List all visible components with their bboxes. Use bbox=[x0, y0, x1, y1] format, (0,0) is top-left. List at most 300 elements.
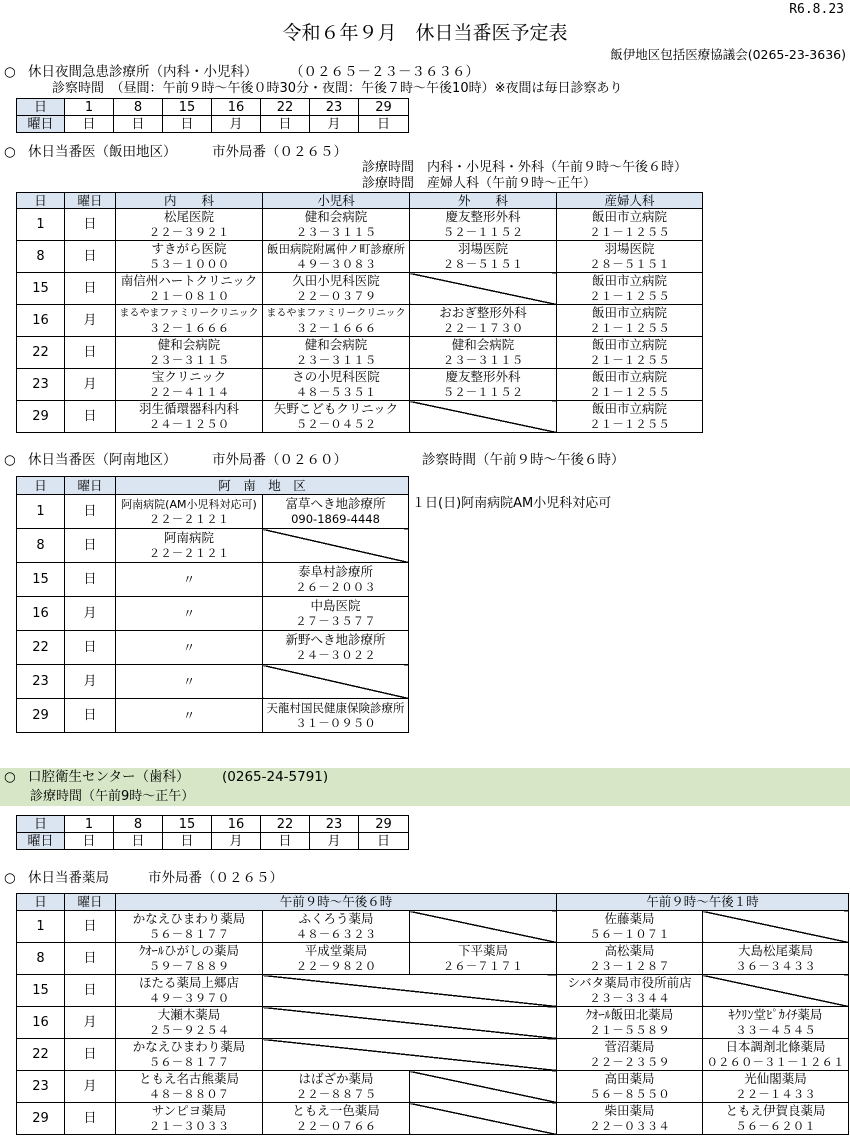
facility-cell bbox=[557, 1007, 703, 1039]
phone-line bbox=[557, 1023, 702, 1038]
facility-name: 菅沼薬局 bbox=[604, 1039, 655, 1054]
facility-name: ともえ一色薬局 bbox=[292, 1103, 380, 1118]
phone-line bbox=[557, 353, 702, 368]
weekday-cell: 日 bbox=[65, 1103, 116, 1135]
column-header-weekday: 曜日 bbox=[65, 894, 116, 911]
facility-name-line bbox=[410, 337, 556, 353]
phone-line bbox=[557, 927, 702, 942]
facility-name: 矢野こどもクリニック bbox=[273, 401, 399, 416]
phone-line bbox=[703, 1055, 848, 1070]
phone-number: ５６－８５５０ bbox=[589, 1087, 670, 1101]
weekday-cell: 日 bbox=[65, 943, 116, 975]
weekday-cell: 日 bbox=[114, 833, 163, 850]
dental-hours-line bbox=[0, 789, 850, 805]
table-row bbox=[17, 241, 703, 273]
phone-number: ２４－３０２２ bbox=[295, 648, 376, 662]
phone-line bbox=[410, 321, 556, 336]
phone-line bbox=[703, 1023, 848, 1038]
phone-line bbox=[263, 614, 408, 629]
weekday-cell: 日 bbox=[65, 699, 116, 733]
phone-number: ２８－５１５１ bbox=[589, 257, 670, 271]
facility-name: 飯田市立病院 bbox=[591, 305, 667, 320]
facility-name-line bbox=[557, 911, 702, 927]
facility-name: おおぎ整形外科 bbox=[439, 305, 527, 320]
night-clinic-heading bbox=[0, 64, 850, 80]
facility-cell bbox=[116, 401, 263, 433]
anan-hours: 診察時間（午前９時～午後６時） bbox=[422, 452, 625, 468]
weekday-cell: 日 bbox=[65, 209, 116, 241]
phone-line bbox=[557, 1055, 702, 1070]
table-row bbox=[17, 563, 409, 597]
phone-line bbox=[263, 959, 409, 974]
anan-heading bbox=[0, 452, 850, 468]
dental-center-name: 口腔衛生センター（歯科） bbox=[28, 769, 190, 785]
facility-cell bbox=[557, 1103, 703, 1135]
facility-name-line bbox=[557, 273, 702, 289]
facility-name: 新野へき地診療所 bbox=[285, 632, 386, 647]
facility-cell bbox=[263, 597, 409, 631]
section-bullet: ○ bbox=[4, 64, 16, 80]
phone-number: ５６－６２０１ bbox=[735, 1119, 816, 1133]
table-row bbox=[17, 975, 849, 1007]
weekday-cell: 日 bbox=[163, 833, 212, 850]
phone-number: ２２－２１２１ bbox=[148, 546, 230, 560]
table-row bbox=[17, 665, 409, 699]
facility-name-line bbox=[116, 674, 262, 690]
phone-line bbox=[116, 959, 262, 974]
phone-line bbox=[410, 225, 556, 240]
facility-cell bbox=[116, 337, 263, 369]
phone-line bbox=[263, 289, 409, 304]
facility-name: 〃 bbox=[182, 571, 196, 587]
table-row bbox=[17, 1071, 849, 1103]
empty-slot bbox=[410, 911, 557, 943]
phone-number: ２３－３１１５ bbox=[295, 353, 377, 367]
facility-name: 泰阜村診療所 bbox=[298, 564, 374, 579]
empty-slot bbox=[263, 975, 557, 1007]
facility-cell bbox=[263, 305, 410, 337]
facility-name: かなえひまわり薬局 bbox=[132, 1039, 246, 1054]
revision-date: R6.8.23 bbox=[789, 2, 844, 17]
phone-number: ２２－９８２０ bbox=[295, 959, 377, 973]
phone-number: ３６－３４３３ bbox=[735, 959, 816, 973]
weekday-cell: 日 bbox=[261, 833, 310, 850]
facility-name: 平成堂薬局 bbox=[304, 943, 368, 958]
phone-line bbox=[116, 225, 262, 240]
facility-cell bbox=[410, 369, 557, 401]
weekday-cell: 月 bbox=[65, 597, 116, 631]
facility-name-line bbox=[703, 1103, 848, 1119]
facility-cell bbox=[116, 495, 263, 529]
phone-number: ３２－１６６６ bbox=[148, 321, 230, 335]
day-cell: 22 bbox=[17, 1039, 65, 1071]
weekday-cell: 日 bbox=[65, 833, 114, 850]
column-header-weekday: 曜日 bbox=[65, 193, 116, 209]
column-header-day: 日 bbox=[17, 477, 65, 495]
weekday-row bbox=[17, 833, 409, 850]
facility-name-line bbox=[116, 943, 262, 959]
facility-name: ｸｵｰﾙひがしの薬局 bbox=[138, 943, 239, 958]
empty-slot bbox=[263, 1039, 557, 1071]
day-cell: 22 bbox=[261, 816, 310, 833]
day-cell: 1 bbox=[17, 495, 65, 529]
table-row bbox=[17, 943, 849, 975]
facility-name: 阿南病院(AM小児科対応可) bbox=[121, 497, 257, 511]
table-header-row bbox=[17, 894, 849, 911]
phone-line bbox=[557, 1087, 702, 1102]
phone-line bbox=[116, 1119, 262, 1134]
empty-slot bbox=[263, 529, 409, 563]
phone-line bbox=[557, 417, 702, 432]
facility-cell bbox=[116, 943, 263, 975]
facility-name: ほたる薬局上郷店 bbox=[138, 975, 239, 990]
day-row bbox=[17, 99, 409, 116]
table-row bbox=[17, 209, 703, 241]
phone-number: ５６－８１７７ bbox=[148, 1055, 230, 1069]
facility-name-line bbox=[116, 975, 262, 991]
facility-name: 健和会病院 bbox=[304, 209, 368, 224]
phone-line bbox=[557, 289, 702, 304]
phone-number: ２１－１２５５ bbox=[589, 289, 670, 303]
day-cell: 29 bbox=[17, 1103, 65, 1135]
facility-name-line bbox=[557, 943, 702, 959]
day-cell: 8 bbox=[17, 241, 65, 273]
facility-name: シバタ薬局市役所前店 bbox=[567, 975, 692, 990]
facility-name-line bbox=[263, 401, 409, 417]
phone-line bbox=[116, 991, 262, 1006]
facility-name-line bbox=[116, 1007, 262, 1023]
table-row bbox=[17, 699, 409, 733]
phone-number: ５３－１０００ bbox=[148, 257, 230, 271]
facility-name-line bbox=[557, 1071, 702, 1087]
phone-number: ５９－７８８９ bbox=[148, 959, 230, 973]
night-clinic-hours: 診察時間 （昼間：午前９時～午後０時30分・夜間：午後７時～午後10時）※夜間は毎日診察あり bbox=[52, 81, 623, 96]
facility-name: 富草へき地診療所 bbox=[285, 496, 386, 511]
phone-line bbox=[116, 1055, 262, 1070]
facility-name: ｸｵｰﾙ飯田北薬局 bbox=[585, 1007, 674, 1022]
facility-cell bbox=[557, 273, 703, 305]
phone-line bbox=[703, 1119, 848, 1134]
phone-line bbox=[410, 353, 556, 368]
day-label: 日 bbox=[17, 816, 65, 833]
section-bullet: ○ bbox=[4, 769, 16, 785]
facility-name-line bbox=[703, 943, 848, 959]
anan-duty-table bbox=[16, 476, 409, 733]
day-label: 日 bbox=[17, 99, 65, 116]
weekday-label: 曜日 bbox=[17, 116, 65, 133]
weekday-cell: 日 bbox=[65, 631, 116, 665]
day-cell: 15 bbox=[17, 975, 65, 1007]
empty-slot bbox=[263, 665, 409, 699]
facility-name: 日本調剤北條薬局 bbox=[725, 1039, 826, 1054]
facility-name: 南信州ハートクリニック bbox=[120, 273, 258, 288]
column-header-weekday: 曜日 bbox=[65, 477, 116, 495]
weekday-cell: 日 bbox=[65, 273, 116, 305]
empty-slot bbox=[703, 911, 849, 943]
facility-cell bbox=[410, 241, 557, 273]
facility-name: 羽場医院 bbox=[457, 241, 508, 256]
facility-name-line bbox=[557, 369, 702, 385]
day-cell: 1 bbox=[65, 816, 114, 833]
facility-name: 宝クリニック bbox=[151, 369, 227, 384]
facility-name: はばざか薬局 bbox=[298, 1071, 374, 1086]
column-header-day: 日 bbox=[17, 193, 65, 209]
phone-line bbox=[263, 1119, 409, 1134]
facility-cell bbox=[557, 943, 703, 975]
phone-number: ２５－９２５４ bbox=[148, 1023, 230, 1037]
facility-name-line bbox=[116, 606, 262, 622]
facility-name-line bbox=[116, 273, 262, 289]
day-cell: 29 bbox=[359, 99, 409, 116]
facility-name-line bbox=[116, 241, 262, 257]
column-header-hours-9-to-18: 午前９時～午後６時 bbox=[116, 894, 557, 911]
phone-line bbox=[116, 1087, 262, 1102]
night-clinic-schedule-table bbox=[16, 98, 409, 133]
phone-number: ２３－３１１５ bbox=[148, 353, 230, 367]
table-row bbox=[17, 305, 703, 337]
facility-name: 〃 bbox=[182, 707, 196, 723]
facility-name: 羽生循環器科内科 bbox=[138, 401, 239, 416]
phone-number: ２２－０３７９ bbox=[295, 289, 377, 303]
facility-name-line bbox=[263, 598, 408, 614]
column-header-surgery: 外 科 bbox=[410, 193, 557, 209]
weekday-cell: 月 bbox=[65, 1007, 116, 1039]
phone-number: ２３－３３４４ bbox=[589, 991, 670, 1005]
facility-cell bbox=[557, 337, 703, 369]
facility-name: ともえ伊賀良薬局 bbox=[725, 1103, 826, 1118]
day-cell: 15 bbox=[163, 99, 212, 116]
page-title: 令和６年９月 休日当番医予定表 bbox=[282, 22, 568, 44]
column-header-anan-area: 阿 南 地 区 bbox=[116, 477, 409, 495]
day-cell: 29 bbox=[17, 401, 65, 433]
weekday-cell: 月 bbox=[212, 116, 261, 133]
phone-number: ２６－７１７１ bbox=[442, 959, 524, 973]
facility-cell bbox=[116, 597, 263, 631]
phone-number: ５２－０４５２ bbox=[295, 417, 377, 431]
facility-name-line bbox=[116, 337, 262, 353]
empty-slot bbox=[410, 1071, 557, 1103]
empty-slot bbox=[410, 273, 557, 305]
phone-line bbox=[410, 959, 556, 974]
table-header-row bbox=[17, 193, 703, 209]
facility-cell bbox=[557, 1071, 703, 1103]
facility-name-line bbox=[703, 1007, 848, 1023]
facility-name-line bbox=[116, 572, 262, 588]
day-cell: 15 bbox=[163, 816, 212, 833]
facility-name-line bbox=[410, 209, 556, 225]
section-bullet: ○ bbox=[4, 870, 16, 886]
facility-name-line bbox=[116, 1071, 262, 1087]
pharmacy-heading bbox=[0, 870, 850, 886]
facility-name: 高松薬局 bbox=[604, 943, 655, 958]
facility-name: 慶友整形外科 bbox=[445, 369, 521, 384]
day-cell: 16 bbox=[17, 597, 65, 631]
phone-line bbox=[557, 321, 702, 336]
weekday-cell: 日 bbox=[261, 116, 310, 133]
night-clinic-hours-line bbox=[0, 81, 850, 97]
phone-number: ２６－２００３ bbox=[295, 580, 376, 594]
facility-cell bbox=[116, 209, 263, 241]
night-clinic-phone: （０２６５－２３－３６３６） bbox=[290, 64, 479, 80]
phone-number: ２２－０７６６ bbox=[295, 1119, 377, 1133]
phone-number: ４９－３０８３ bbox=[295, 256, 377, 271]
phone-line bbox=[116, 546, 262, 561]
facility-cell bbox=[557, 1039, 703, 1071]
day-cell: 29 bbox=[17, 699, 65, 733]
facility-name: さの小児科医院 bbox=[292, 369, 380, 384]
facility-name: 中島医院 bbox=[310, 598, 361, 613]
phone-number: ３３－４５４５ bbox=[735, 1023, 816, 1037]
phone-line bbox=[263, 580, 408, 595]
phone-number: ２１－１２５５ bbox=[589, 353, 670, 367]
anan-section-name: 休日当番医（阿南地区） bbox=[28, 452, 177, 468]
facility-name: 光仙閣薬局 bbox=[744, 1071, 807, 1086]
facility-name-line bbox=[557, 1039, 702, 1055]
weekday-cell: 日 bbox=[114, 116, 163, 133]
phone-number: ２２－４１１４ bbox=[148, 385, 230, 399]
weekday-cell: 月 bbox=[65, 305, 116, 337]
iida-section-name: 休日当番医（飯田地区） bbox=[28, 144, 177, 160]
facility-cell bbox=[557, 401, 703, 433]
facility-name-line bbox=[263, 1071, 409, 1087]
facility-cell bbox=[557, 241, 703, 273]
facility-cell bbox=[263, 241, 410, 273]
phone-number: ２１－１２５５ bbox=[589, 385, 670, 399]
phone-line bbox=[557, 991, 702, 1006]
facility-cell bbox=[116, 369, 263, 401]
phone-number: ０２６０－３１－１２６１ bbox=[706, 1055, 845, 1069]
phone-line bbox=[116, 289, 262, 304]
facility-name-line bbox=[703, 1071, 848, 1087]
facility-cell bbox=[703, 943, 849, 975]
table-row bbox=[17, 1007, 849, 1039]
table-row bbox=[17, 273, 703, 305]
pharmacy-area-code: 市外局番（０２６５） bbox=[148, 870, 283, 886]
facility-cell bbox=[263, 911, 410, 943]
facility-cell bbox=[557, 209, 703, 241]
weekday-cell: 日 bbox=[163, 116, 212, 133]
facility-name: まるやまファミリークリニック bbox=[119, 308, 259, 319]
facility-cell bbox=[263, 563, 409, 597]
table-row bbox=[17, 369, 703, 401]
iida-heading bbox=[0, 144, 850, 160]
weekday-cell: 日 bbox=[65, 529, 116, 563]
phone-line bbox=[557, 225, 702, 240]
facility-cell bbox=[703, 1039, 849, 1071]
facility-cell bbox=[263, 1071, 410, 1103]
day-cell: 8 bbox=[114, 99, 163, 116]
facility-cell bbox=[116, 305, 263, 337]
weekday-cell: 日 bbox=[359, 833, 409, 850]
day-cell: 15 bbox=[17, 273, 65, 305]
phone-line bbox=[116, 417, 262, 432]
facility-cell bbox=[410, 209, 557, 241]
phone-number: ４８－６３２３ bbox=[295, 927, 377, 941]
facility-name: 慶友整形外科 bbox=[445, 209, 521, 224]
facility-name-line bbox=[263, 369, 409, 385]
facility-name-line bbox=[557, 241, 702, 257]
facility-name-line bbox=[116, 1103, 262, 1119]
facility-cell bbox=[263, 401, 410, 433]
facility-name: 飯田市立病院 bbox=[591, 209, 667, 224]
phone-line bbox=[557, 959, 702, 974]
table-row bbox=[17, 401, 703, 433]
day-cell: 16 bbox=[212, 816, 261, 833]
facility-cell bbox=[557, 911, 703, 943]
facility-name-line bbox=[116, 369, 262, 385]
facility-name-line bbox=[263, 701, 408, 716]
table-row bbox=[17, 337, 703, 369]
facility-cell bbox=[263, 209, 410, 241]
facility-name-line bbox=[410, 305, 556, 321]
facility-cell bbox=[263, 495, 409, 529]
table-row bbox=[17, 529, 409, 563]
facility-name: 〃 bbox=[182, 639, 196, 655]
iida-hours-line-2 bbox=[0, 176, 850, 192]
facility-name-line bbox=[557, 975, 702, 991]
phone-line bbox=[263, 927, 409, 942]
facility-cell bbox=[703, 1071, 849, 1103]
facility-name-line bbox=[116, 708, 262, 724]
facility-name: すきがら医院 bbox=[151, 241, 227, 256]
facility-name: 柴田薬局 bbox=[604, 1103, 655, 1118]
facility-cell bbox=[116, 529, 263, 563]
weekday-cell: 月 bbox=[65, 665, 116, 699]
column-header-day: 日 bbox=[17, 894, 65, 911]
iida-hours-line-1 bbox=[0, 160, 850, 176]
facility-cell bbox=[116, 911, 263, 943]
facility-name: 久田小児科医院 bbox=[292, 273, 380, 288]
facility-cell bbox=[116, 631, 263, 665]
phone-number: ４８－８８０７ bbox=[148, 1087, 230, 1101]
phone-line bbox=[116, 353, 262, 368]
facility-name-line bbox=[557, 209, 702, 225]
facility-name: 下平薬局 bbox=[458, 943, 509, 958]
weekday-cell: 月 bbox=[212, 833, 261, 850]
facility-name-line bbox=[557, 305, 702, 321]
anan-note: １日(日)阿南病院AM小児科対応可 bbox=[412, 496, 612, 511]
facility-name-line bbox=[263, 305, 409, 321]
phone-number: ２２－２１２１ bbox=[148, 511, 230, 526]
phone-line bbox=[263, 1087, 409, 1102]
facility-name: 飯田病院附属仲ノ町診療所 bbox=[267, 241, 405, 256]
pharmacy-duty-table bbox=[16, 893, 849, 1135]
facility-cell bbox=[263, 273, 410, 305]
facility-name: サンピヨ薬局 bbox=[151, 1103, 227, 1118]
facility-cell bbox=[116, 273, 263, 305]
facility-name: 健和会病院 bbox=[451, 337, 515, 352]
facility-cell bbox=[410, 337, 557, 369]
phone-number: ２１－１２５５ bbox=[589, 417, 670, 431]
facility-name-line bbox=[410, 369, 556, 385]
phone-line bbox=[410, 257, 556, 272]
facility-name-line bbox=[557, 401, 702, 417]
phone-line bbox=[263, 353, 409, 368]
phone-line bbox=[116, 257, 262, 272]
day-cell: 8 bbox=[17, 529, 65, 563]
iida-hours-general: 診療時間 内科・小児科・外科（午前９時～午後６時） bbox=[362, 160, 688, 175]
facility-name: 飯田市立病院 bbox=[591, 273, 667, 288]
facility-cell bbox=[410, 305, 557, 337]
facility-cell bbox=[263, 369, 410, 401]
weekday-cell: 日 bbox=[65, 975, 116, 1007]
day-cell: 22 bbox=[17, 631, 65, 665]
facility-name: 〃 bbox=[182, 605, 196, 621]
facility-name: 大島松尾薬局 bbox=[738, 943, 814, 958]
phone-line bbox=[557, 1119, 702, 1134]
day-cell: 23 bbox=[17, 1071, 65, 1103]
day-cell: 29 bbox=[359, 816, 409, 833]
